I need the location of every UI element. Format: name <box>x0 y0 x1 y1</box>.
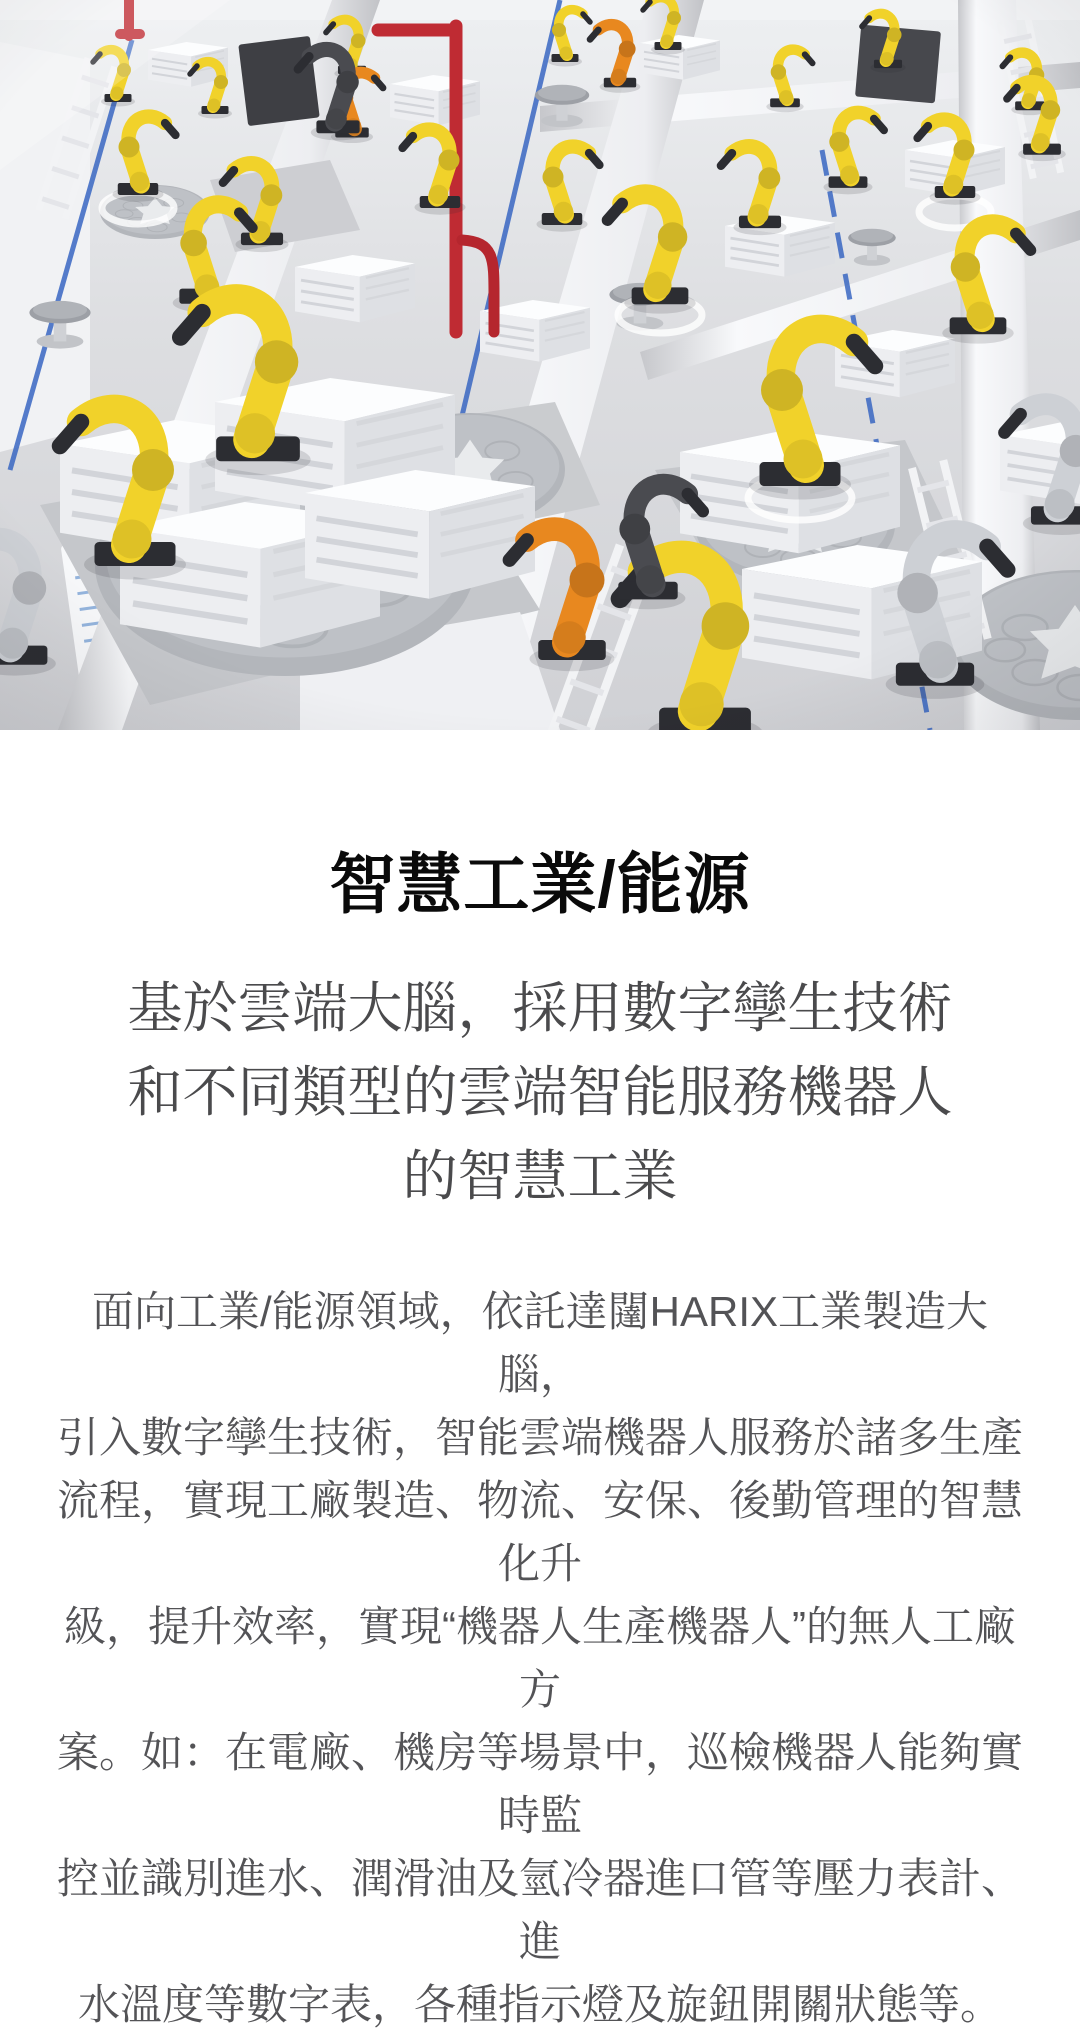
subtitle-line-3: 的智慧工業 <box>402 1145 678 1207</box>
hero-factory-image <box>0 0 1080 730</box>
paragraph-line-1: 面向工業/能源領域，依託達闥HARIX工業製造大腦， <box>91 1288 989 1398</box>
subtitle-line-2: 和不同類型的雲端智能服務機器人 <box>127 1061 953 1123</box>
paragraph-line-3: 流程，實現工廠製造、物流、安保、後勤管理的智慧化升 <box>56 1477 1023 1587</box>
smart-factory-scene <box>0 0 1080 730</box>
paragraph-line-7: 水溫度等數字表，各種指示燈及旋鈕開關狀態等。 <box>77 1981 1002 2028</box>
subtitle-line-1: 基於雲端大腦，採用數字孿生技術 <box>127 977 953 1039</box>
section-title: 智慧工業/能源 <box>329 847 751 921</box>
paragraph-line-6: 控並識別進水、潤滑油及氫冷器進口管等壓力表計、進 <box>56 1855 1023 1965</box>
paragraph-line-5: 案。如：在電廠、機房等場景中，巡檢機器人能夠實時監 <box>56 1729 1023 1839</box>
section-paragraph <box>55 1280 1025 2036</box>
paragraph-line-4: 級，提升效率，實現“機器人生產機器人”的無人工廠方 <box>64 1603 1016 1713</box>
paragraph-line-2: 引入數字孿生技術，智能雲端機器人服務於諸多生產 <box>56 1414 1023 1461</box>
section-subtitle <box>40 966 1040 1218</box>
vignette-overlay <box>0 0 1080 730</box>
